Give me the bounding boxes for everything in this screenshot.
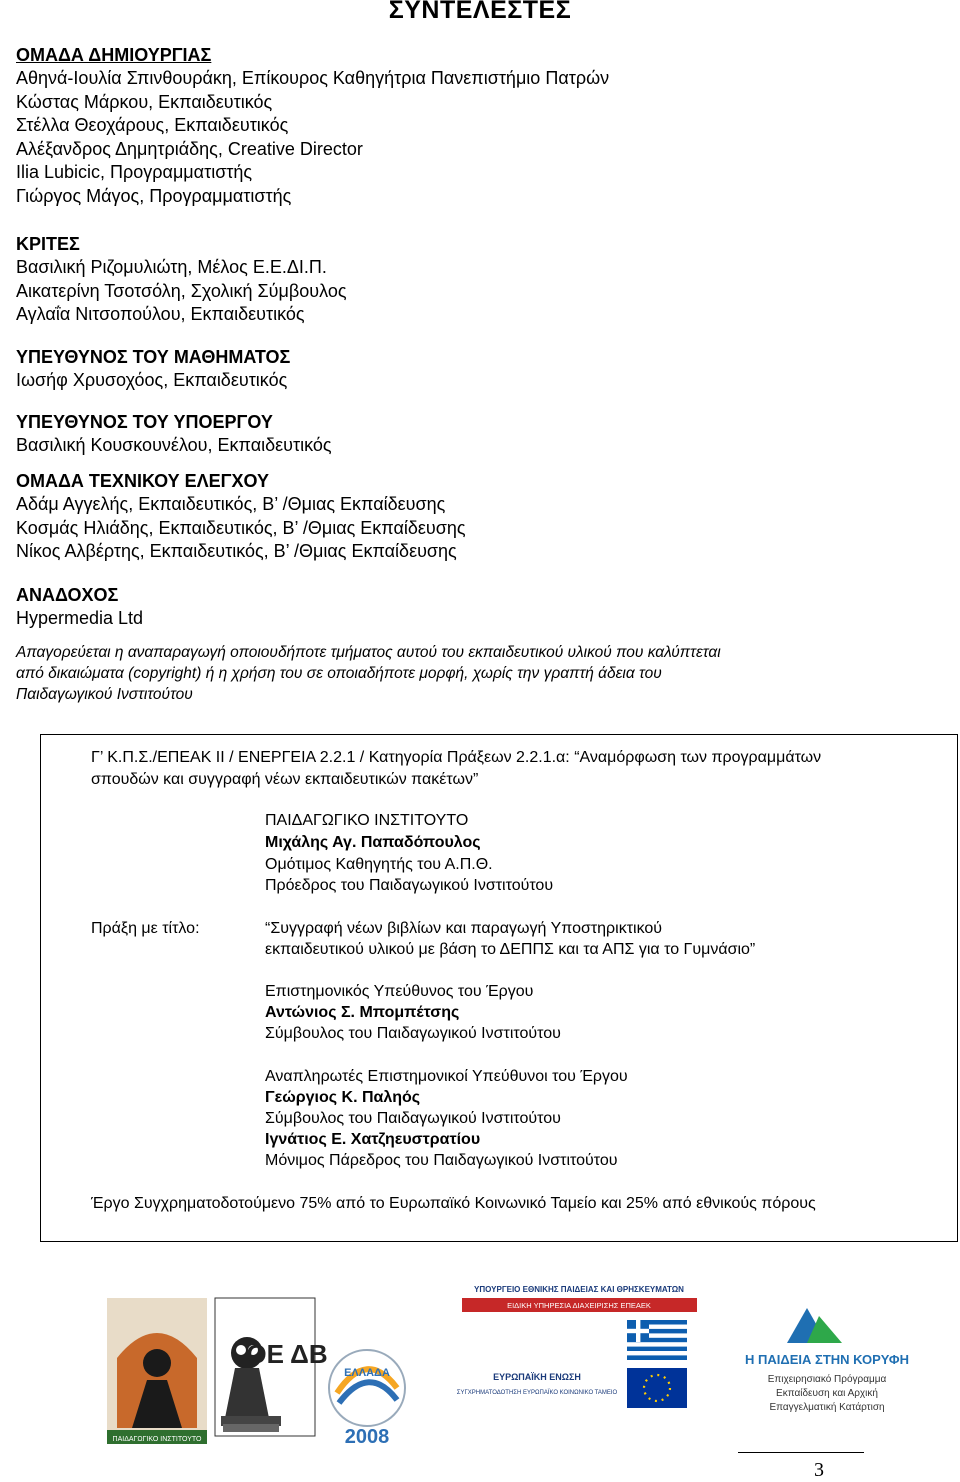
eu-text: ΕΥΡΩΠΑΪΚΗ ΕΝΩΣΗ [493,1372,581,1382]
oedb-text: ΟΕ ΔΒ [246,1339,328,1369]
section-heading: ΚΡΙΤΕΣ [16,234,80,254]
paideia-sub: Εκπαίδευση και Αρχική [776,1388,878,1399]
copyright-line: από δικαιώματα (copyright) ή η χρήση του σε οποιαδήποτε μορφή, χωρίς την γραπτή άδεια του [16,665,662,682]
section-heading: ΥΠΕΥΘΥΝΟΣ ΤΟΥ ΜΑΘΗΜΑΤΟΣ [16,347,291,367]
section-heading: ΟΜΑΔΑ ΔΗΜΙΟΥΡΓΙΑΣ [16,45,212,65]
credit-line: Στέλλα Θεοχάρους, Εκπαιδευτικός [16,115,289,135]
scientific-lead-role: Σύμβουλος του Παιδαγωγικού Ινστιτούτου [265,1025,561,1042]
deputy-leads-heading: Αναπληρωτές Επιστημονικοί Υπεύθυνοι του Έργου [265,1068,628,1085]
copyright-note [16,642,896,705]
credit-line: Νίκος Αλβέρτης, Εκπαιδευτικός, Β’ /Θμιας Εκπαίδευσης [16,541,457,561]
credit-line: Βασιλική Ριζομυλιώτη, Μέλος Ε.Ε.ΔΙ.Π. [16,257,327,277]
ellada-text: ΕΛΛΑΔΑ [344,1367,390,1379]
program-line: Γ’ Κ.Π.Σ./ΕΠΕΑΚ ΙΙ / ΕΝΕΡΓΕΙΑ 2.2.1 / Κατηγορία Πράξεων 2.2.1.α: “Αναμόρφωση των προγραμμάτων [91,749,822,766]
deputy-lead-role: Σύμβουλος του Παιδαγωγικού Ινστιτούτου [265,1110,561,1127]
project-info-box [40,734,958,1242]
president-name: Μιχάλης Αγ. Παπαδόπουλος [265,834,481,851]
deputy-lead-name: Γεώργιος Κ. Παληός [265,1089,421,1106]
deputy-lead-name: Ιγνάτιος Ε. Χατζηευστρατίου [265,1131,481,1148]
section-heading: ΑΝΑΔΟΧΟΣ [16,585,119,605]
deputy-lead-role: Μόνιμος Πάρεδρος του Παιδαγωγικού Ινστιτούτου [265,1152,618,1169]
credit-line: Αδάμ Αγγελής, Εκπαιδευτικός, Β’ /Θμιας Εκπαίδευσης [16,494,446,514]
credit-line: Κοσμάς Ηλιάδης, Εκπαιδευτικός, Β’ /Θμιας Εκπαίδευσης [16,517,466,538]
credit-line: Βασιλική Κουσκουνέλου, Εκπαιδευτικός [16,435,332,455]
eu-flag [627,1368,687,1408]
eu-sub-text: ΣΥΓΧΡΗΜΑΤΟΔΟΤΗΣΗ ΕΥΡΩΠΑΪΚΟ ΚΟΙΝΩΝΙΚΟ ΤΑΜΕΙΟ [456,1390,618,1396]
pi-logo-text: ΠΑΙΔΑΓΩΓΙΚΟ ΙΝΣΤΙΤΟΥΤΟ [112,1436,202,1443]
ellada-2008-logo [329,1350,405,1448]
section-heading: ΟΜΑΔΑ ΤΕΧΝΙΚΟΥ ΕΛΕΓΧΟΥ [16,471,269,491]
year-text: 2008 [344,1426,390,1448]
special-service-text: ΕΙΔΙΚΗ ΥΠΗΡΕΣΙΑ ΔΙΑΧΕΙΡΙΣΗΣ ΕΠΕΑΕΚ [507,1301,651,1310]
paideia-title: Η ΠΑΙΔΕΙΑ ΣΤΗΝ ΚΟΡΥΦΗ [745,1352,909,1367]
institute-name: ΠΑΙΔΑΓΩΓΙΚΟ ΙΝΣΤΙΤΟΥΤΟ [265,812,469,829]
copyright-line: Παιδαγωγικού Ινστιτούτου [16,686,193,703]
action-title: εκπαιδευτικού υλικού με βάση το ΔΕΠΠΣ και τα ΑΠΣ για το Γυμνάσιο” [265,941,756,958]
president-role: Ομότιμος Καθηγητής του Α.Π.Θ. [265,856,493,873]
section-reviewers [16,233,347,327]
paideia-koryfi-logo [727,1298,927,1436]
president-role: Πρόεδρος του Παιδαγωγικού Ινστιτούτου [265,877,554,894]
action-label: Πράξη με τίτλο: [91,920,200,937]
oedb-logo [215,1298,328,1436]
section-technical-review [16,470,466,564]
program-line: σπουδών και συγγραφή νέων εκπαιδευτικών πακέτων” [91,771,479,788]
greek-flag [627,1320,687,1360]
footer-divider [738,1452,864,1453]
ministry-eu-logo [457,1280,697,1408]
paideia-sub: Επαγγελματική Κατάρτιση [769,1402,885,1413]
page-number: 3 [814,1459,824,1481]
credit-line: Αθηνά-Ιουλία Σπινθουράκη, Επίκουρος Καθηγήτρια Πανεπιστήμιο Πατρών [16,68,610,88]
paideia-sub: Επιχειρησιακό Πρόγραμμα [767,1374,887,1385]
credit-line: Hypermedia Ltd [16,608,144,628]
sponsor-logos [107,1268,927,1458]
credit-line: Κώστας Μάρκου, Εκπαιδευτικός [16,91,273,112]
ministry-text: ΥΠΟΥΡΓΕΙΟ ΕΘΝΙΚΗΣ ΠΑΙΔΕΙΑΣ ΚΑΙ ΘΡΗΣΚΕΥΜΑΤΩΝ [474,1285,684,1294]
section-heading: ΥΠΕΥΘΥΝΟΣ ΤΟΥ ΥΠΟΕΡΓΟΥ [16,412,273,432]
section-contractor [16,584,143,631]
scientific-lead-heading: Επιστημονικός Υπεύθυνος του Έργου [265,983,534,1000]
section-creative-team [16,44,609,208]
copyright-line: Απαγορεύεται η αναπαραγωγή οποιουδήποτε τμήματος αυτού του εκπαιδευτικού υλικού που καλύπτεται [16,644,721,661]
credit-line: Αλέξανδρος Δημητριάδης, Creative Director [16,138,363,159]
action-title: “Συγγραφή νέων βιβλίων και παραγωγή Υποστηρικτικού [265,920,663,937]
credit-line: Γιώργος Μάγος, Προγραμματιστής [16,185,292,206]
credit-line: Ιωσήφ Χρυσοχόος, Εκπαιδευτικός [16,370,288,390]
credit-line: Αγλαΐα Νιτσοπούλου, Εκπαιδευτικός [16,304,305,324]
section-subproject-lead [16,411,332,458]
pedagogical-institute-logo [107,1298,207,1444]
section-course-lead [16,346,290,393]
credit-line: Αικατερίνη Τσοτσόλη, Σχολική Σύμβουλος [16,280,347,301]
funding-statement: Έργο Συγχρηματοδοτούμενο 75% από το Ευρωπαϊκό Κοινωνικό Ταμείο και 25% από εθνικούς πόρους [91,1195,816,1212]
scientific-lead-name: Αντώνιος Σ. Μπομπέτσης [265,1004,460,1021]
page-title: ΣΥΝΤΕΛΕΣΤΕΣ [388,0,572,24]
credit-line: Ilia Lubicic, Προγραμματιστής [16,162,253,182]
